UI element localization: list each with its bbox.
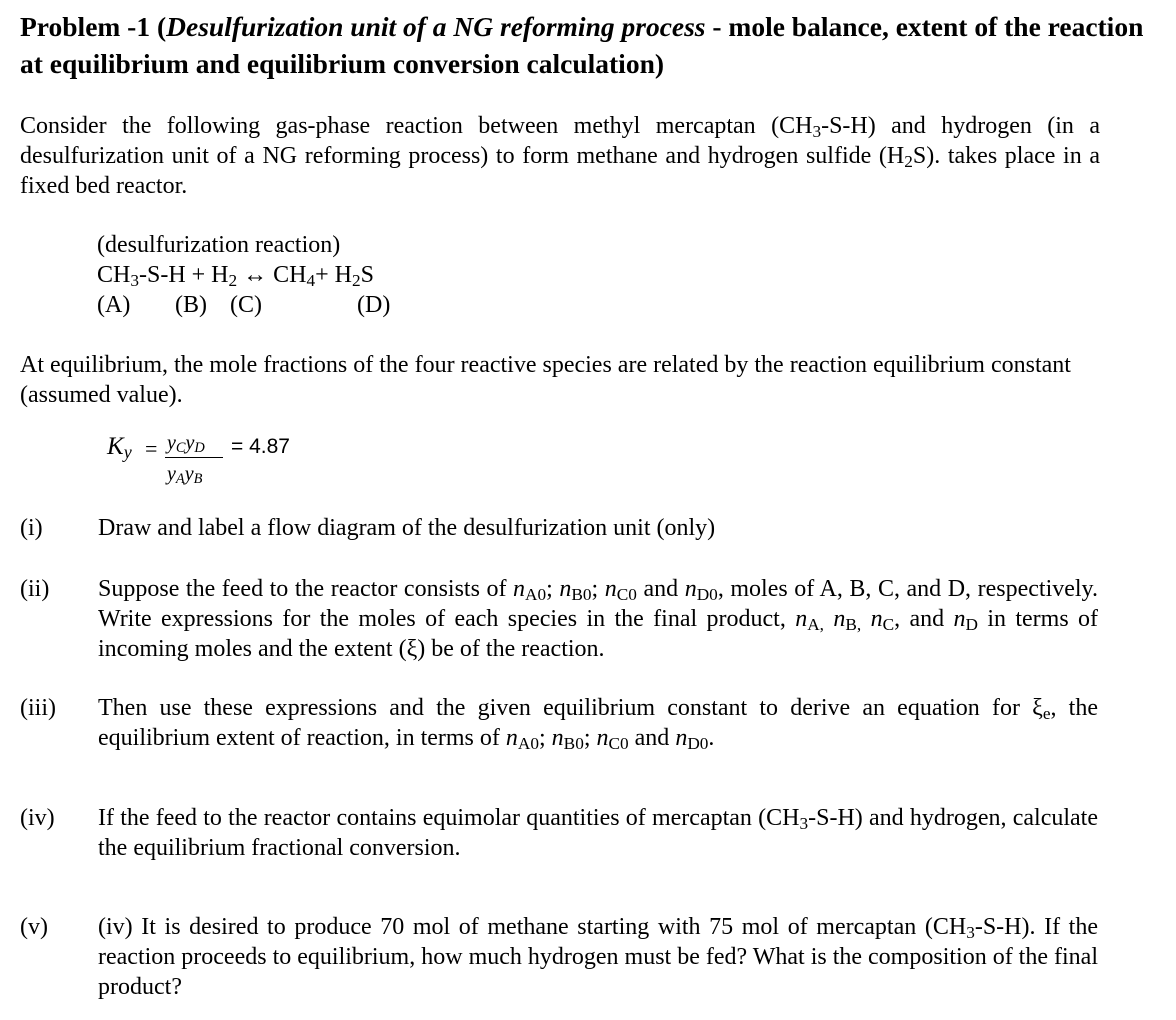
question-number-iv: (iv) [20,805,55,831]
fraction-denominator: $y_Ay_B$ [167,463,203,488]
question-number-v: (v) [20,914,48,940]
question-text-v: (iv) It is desired to produce 70 mol of methane starting with 75 mol of mercaptan $(CH_3-S-H)$. If the reaction proceeds to equilibrium, how much hydrogen must be fed? What is the composition of the final product? [98,914,1099,1000]
problem-title: Problem -1 (Desulfurization unit of a NG reforming process - mole balance, extent of the reaction at equilibrium and equilibrium conversion calculation) [20,11,1144,79]
equilibrium-paragraph: At equilibrium, the mole fractions of the four reactive species are related by the reaction equilibrium constant (assumed value). [20,352,1071,408]
reaction-caption: (desulfurization reaction) [97,232,341,258]
fraction-bar [165,457,223,458]
question-text-ii: Suppose the feed to the reactor consists of $n_{A0}$; $n_{B0}$; $n_{C0}$ and $n_{D0}$, moles of A, B, C, and D, respectively. Write expressions for the moles of each species in the final product, $n_{A,}$ $n_{B,}$ $n_C$, and $n_D$ in terms of incoming moles and the extent (ξ) be of the reaction. [98,576,1099,662]
species-label-b: (B) [175,292,207,318]
species-label-d: (D) [357,292,391,318]
equilibrium-constant-equation: $K_y$ = $y_Cy_D$ $y_Ay_B$ = 4.87 [107,424,407,484]
ky-value: = 4.87 [231,435,290,458]
question-number-iii: (iii) [20,695,56,721]
question-text-iii: Then use these expressions and the given equilibrium constant to derive an equation for $\xi_e$, the equilibrium extent of reaction, in terms of $n_{A0}$; $n_{B0}$; $n_{C0}$ and $n_{D0}$. [98,695,1099,753]
reaction-block [97,230,517,320]
question-text-i: Draw and label a flow diagram of the desulfurization unit (only) [98,515,716,541]
reaction-equation: $CH_3-S-H + H_2$ ↔ $CH_4+ H_2S$ [97,262,375,290]
fraction-numerator: $y_Cy_D$ [167,432,205,457]
species-labels [97,290,517,320]
intro-paragraph: Consider the following gas-phase reaction between methyl mercaptan $(CH_3-S-H)$ and hydrogen (in a desulfurization unit of a NG reforming process) to form methane and hydrogen sulfide $(H_2S)$. takes place in a fixed bed reactor. [20,113,1101,199]
species-label-c: (C) [230,292,262,318]
question-text-iv: If the feed to the reactor contains equimolar quantities of mercaptan $(CH_3-S-H)$ and hydrogen, calculate the equilibrium fractional conversion. [98,805,1099,861]
question-number-ii: (ii) [20,576,50,602]
species-label-a: (A) [97,292,131,318]
question-number-i: (i) [20,515,43,541]
